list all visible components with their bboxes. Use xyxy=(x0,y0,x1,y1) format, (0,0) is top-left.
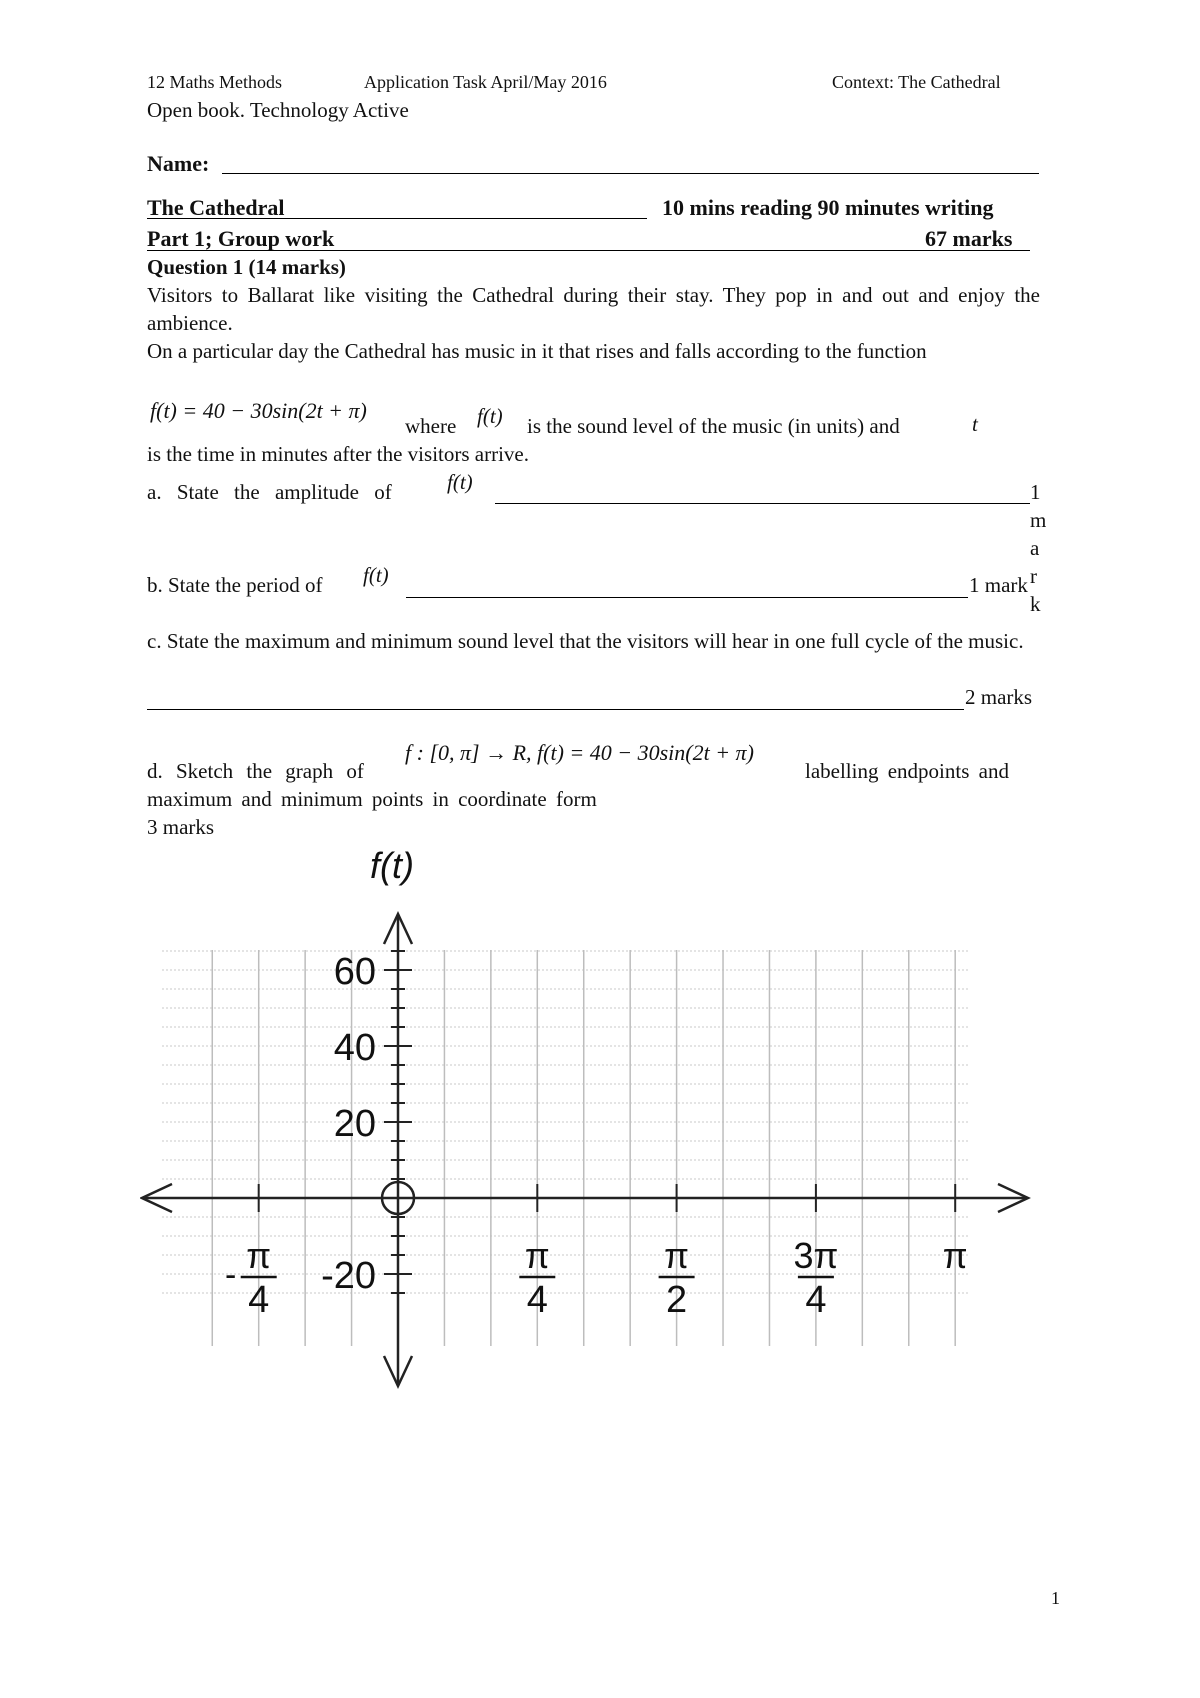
part-d-marks: 3 marks xyxy=(147,815,215,839)
name-underline xyxy=(222,173,1039,174)
x-tick-label-numerator: π xyxy=(664,1235,690,1276)
part-d-function: f : [0, π] → R, f(t) = 40 − 30sin(2t + π) xyxy=(405,740,754,765)
y-tick-label: 20 xyxy=(333,1103,376,1145)
part-b-marks: 1 mark xyxy=(969,573,1028,597)
part-c-answer-line[interactable] xyxy=(147,709,964,710)
x-tick-label-denominator: 4 xyxy=(526,1279,548,1321)
x-tick-label-numerator: π xyxy=(524,1235,550,1276)
graph-labels xyxy=(225,845,968,1321)
question-intro-1: Visitors to Ballarat like visiting the Cathedral during their stay. They pop in and out and enjoy the ambience. xyxy=(147,283,1040,335)
x-tick-label-numerator: π xyxy=(246,1235,272,1276)
header-context: Context: The Cathedral xyxy=(832,72,1001,92)
title-right: 10 mins reading 90 minutes writing xyxy=(662,195,994,220)
question-heading: Question 1 (14 marks) xyxy=(147,255,346,279)
t-variable: t xyxy=(972,412,978,436)
where-text: where xyxy=(405,414,457,438)
y-tick-label: 60 xyxy=(333,951,376,993)
header-conditions: Open book. Technology Active xyxy=(147,98,409,122)
part-b-ft: f(t) xyxy=(363,563,389,587)
question-intro-2: On a particular day the Cathedral has music in it that rises and falls according to the function xyxy=(147,339,927,363)
function-formula: f(t) = 40 − 30sin(2t + π) xyxy=(150,398,367,423)
part-right: 67 marks xyxy=(925,226,1013,251)
title-left: The Cathedral xyxy=(147,195,285,220)
part-b-text: b. State the period of xyxy=(147,573,323,597)
y-tick-label: 40 xyxy=(333,1027,376,1069)
part-a-answer-line[interactable] xyxy=(495,503,1030,504)
graph-grid xyxy=(162,950,968,1346)
part-underline xyxy=(147,250,1030,251)
part-a-marks: 1 mark xyxy=(1030,480,1047,616)
x-tick-label-sign: - xyxy=(225,1256,237,1294)
y-tick-label: -20 xyxy=(321,1255,376,1297)
header-task: Application Task April/May 2016 xyxy=(364,72,607,92)
part-c-text: c. State the maximum and minimum sound level that the visitors will hear in one full cycle of the music. xyxy=(147,629,1024,653)
part-d-text-2: labelling endpoints and maximum and minimum points in coordinate form xyxy=(147,759,1009,811)
part-b-answer-line[interactable] xyxy=(406,597,968,598)
explain-1: is the sound level of the music (in units) and xyxy=(527,414,900,438)
header-course: 12 Maths Methods xyxy=(147,72,282,92)
part-a-text: a. State the amplitude of xyxy=(147,480,392,504)
part-d-text-1: d. Sketch the graph of xyxy=(147,759,364,783)
name-label: Name: xyxy=(147,151,210,176)
part-c-marks: 2 marks xyxy=(965,685,1033,709)
explain-2: is the time in minutes after the visitors arrive. xyxy=(147,442,529,466)
x-tick-label-denominator: 2 xyxy=(666,1279,688,1321)
page-number: 1 xyxy=(1051,1588,1060,1608)
part-a-ft: f(t) xyxy=(447,470,473,494)
sketch-graph[interactable] xyxy=(140,838,1080,1398)
graph-axes xyxy=(142,914,1028,1386)
x-tick-label-numerator: 3π xyxy=(793,1235,839,1276)
part-left: Part 1; Group work xyxy=(147,226,335,251)
x-tick-label-denominator: 4 xyxy=(248,1279,270,1321)
ft-symbol: f(t) xyxy=(477,404,503,428)
y-axis-label: f(t) xyxy=(370,845,414,886)
x-tick-label-denominator: 4 xyxy=(805,1279,827,1321)
title-underline xyxy=(147,218,647,219)
x-tick-label: π xyxy=(942,1235,968,1276)
